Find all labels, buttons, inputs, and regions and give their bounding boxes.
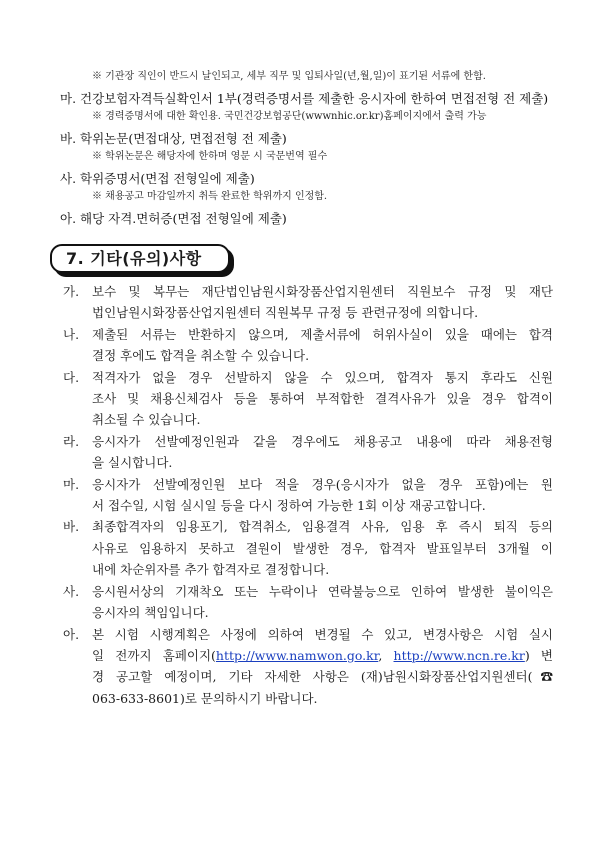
item-health-insurance: 마. 건강보험자격득실확인서 1부(경력증명서를 제출한 응시자에 한하여 면접전형 전 제출) — [60, 91, 549, 106]
section-heading: 7. 기타(유의)사항 — [66, 249, 202, 268]
notice-item — [63, 581, 553, 624]
namwon-homepage-link[interactable]: http://www.namwon.go.kr — [215, 647, 379, 663]
notice-marker: 다. — [63, 369, 80, 385]
notice-text: , — [378, 647, 394, 663]
notice-line: 063-633-8601)로 문의하시기 바랍니다. — [92, 690, 318, 706]
notice-item — [63, 474, 553, 517]
notice-item — [63, 431, 553, 474]
notice-line: 을 실시합니다. — [92, 455, 173, 471]
notice-line: 제출된 서류는 반환하지 않으며, 제출서류에 허위사실이 있을 때에는 합격 — [92, 326, 553, 342]
note-employer-seal: ※ 기관장 직인이 반드시 날인되고, 세부 직무 및 입퇴사일(년,월,일)이 표기된 서류에 한함. — [92, 71, 486, 82]
notice-line: 법인남원시화장품산업지원센터 직원복무 규정 등 관련규정에 의합니다. — [92, 305, 479, 321]
notice-marker: 바. — [63, 519, 80, 535]
notice-line: 내에 차순위자를 추가 합격자로 결정합니다. — [92, 562, 330, 578]
notice-line: 응시자가 선발예정인원과 같을 경우에도 채용공고 내용에 따라 채용전형 — [92, 433, 553, 449]
notice-item-last — [63, 624, 553, 710]
notice-line: 사유로 임용하지 못하고 결원이 발생한 경우, 합격자 발표일부터 3개월 이 — [92, 540, 553, 556]
notice-item — [63, 324, 553, 367]
notice-line: 적격자가 없을 경우 선발하지 않을 수 있으며, 합격자 통지 후라도 신원 — [92, 369, 553, 385]
notice-line: 취소될 수 있습니다. — [92, 412, 201, 428]
notice-marker: 아. — [63, 626, 80, 642]
notice-marker: 마. — [63, 476, 80, 492]
submission-items — [60, 70, 550, 230]
notice-text: 일 전까지 홈페이지( — [92, 647, 216, 663]
notice-line: 조사 및 채용신체검사 등을 통하여 부적합한 결격사유가 있을 경우 합격이 — [92, 391, 553, 407]
note-degree-certificate: ※ 채용공고 마감일까지 취득 완료한 학위까지 인정함. — [92, 191, 328, 202]
notice-list — [63, 281, 553, 709]
notice-line: 응시원서상의 기재착오 또는 누락이나 연락불능으로 인하여 발생한 불이익은 — [92, 583, 553, 599]
notice-item — [63, 516, 553, 580]
notice-line: 경 공고할 예정이며, 기타 자세한 사항은 (재)남원시화장품산업지원센터(☎ — [92, 669, 553, 685]
note-thesis: ※ 학위논문은 해당자에 한하며 영문 시 국문번역 필수 — [92, 151, 328, 162]
notice-marker: 라. — [63, 433, 80, 449]
item-thesis: 바. 학위논문(면접대상, 면접전형 전 제출) — [60, 131, 287, 146]
item-degree-certificate: 사. 학위증명서(면접 전형일에 제출) — [60, 171, 255, 186]
notice-line: 최종합격자의 임용포기, 합격취소, 임용결격 사유, 임용 후 즉시 퇴직 등의 — [92, 519, 553, 535]
notice-marker: 나. — [63, 326, 80, 342]
notice-line: 응시자의 책임입니다. — [92, 605, 209, 621]
notice-marker: 사. — [63, 583, 80, 599]
notice-item — [63, 281, 553, 324]
section-heading-box — [50, 244, 230, 273]
notice-line: 서 접수일, 시험 실시일 등을 다시 정하여 가능한 1회 이상 재공고합니다. — [92, 498, 486, 514]
notice-line: 본 시험 시행계획은 사정에 의하여 변경될 수 있고, 변경사항은 시험 실시 — [92, 626, 553, 642]
item-license: 아. 해당 자격.면허증(면접 전형일에 제출) — [60, 211, 287, 226]
notice-marker: 가. — [63, 284, 80, 299]
notice-line-with-links — [92, 645, 553, 666]
notice-item — [63, 367, 553, 431]
note-health-insurance: ※ 경력증명서에 대한 확인용. 국민건강보험공단(wwwnhic.or.kr)홈페이지에서 출력 가능 — [92, 111, 487, 122]
notice-line: 결정 후에도 합격을 취소할 수 있습니다. — [92, 348, 310, 364]
notice-line: 응시자가 선발예정인원 보다 적을 경우(응시자가 없을 경우 포함)에는 원 — [92, 476, 553, 492]
notice-text: ) 변 — [524, 647, 553, 663]
notice-line: 보수 및 복무는 재단법인남원시화장품산업지원센터 직원보수 규정 및 재단 — [92, 284, 553, 299]
ncn-homepage-link[interactable]: http://www.ncn.re.kr — [393, 647, 525, 663]
